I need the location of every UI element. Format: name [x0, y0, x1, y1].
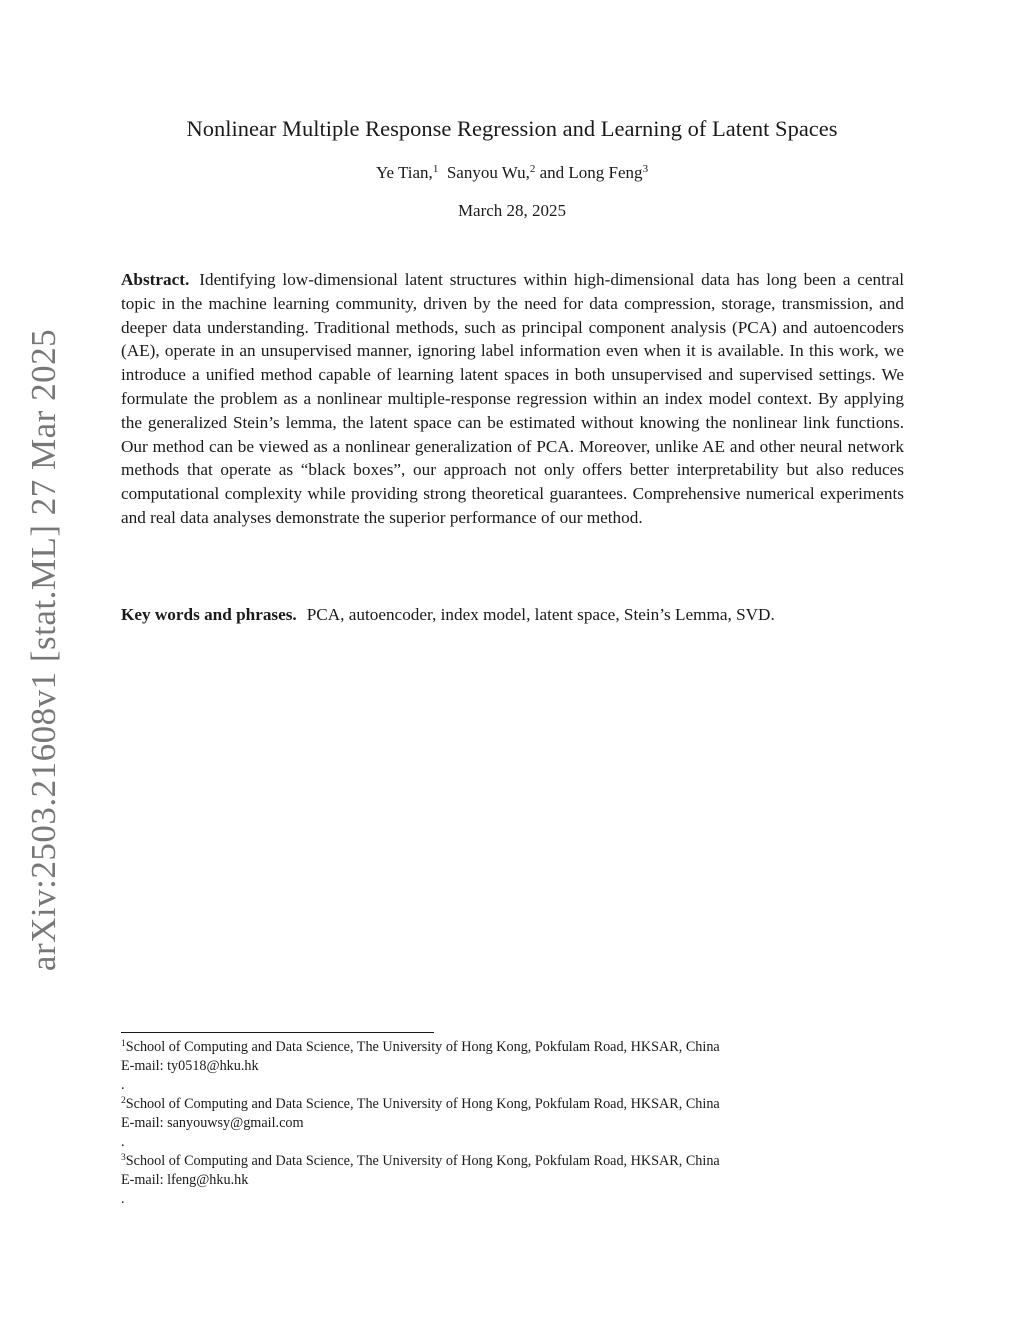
author-affiliation-mark: 1: [432, 163, 439, 175]
footnote-mark: 1: [121, 1039, 126, 1049]
footnote: [121, 1152, 881, 1209]
paper-date: March 28, 2025: [457, 201, 567, 220]
keywords-label: Key words and phrases.: [121, 605, 297, 624]
author-name: Sanyou Wu,: [446, 163, 530, 182]
footnote-dot: .: [121, 1191, 125, 1207]
abstract: [121, 268, 904, 530]
keywords-text: PCA, autoencoder, index model, latent space, Stein’s Lemma, SVD.: [306, 605, 775, 624]
abstract-text: Identifying low-dimensional latent structures within high-dimensional data has long been a central topic in the machine learning community, driven by the need for data compression, storage, transmission, and deeper data understanding. Traditional methods, such as principal component analysis (PCA) and autoencoders (AE), operate in an unsupervised manner, ignoring label information even when it is available. In this work, we introduce a unified method capable of learning latent spaces in both unsupervised and supervised settings. We formulate the problem as a nonlinear multiple-response regression within an index model context. By applying the generalized Stein’s lemma, the latent space can be estimated without knowing the nonlinear link functions. Our method can be viewed as a nonlinear generalization of PCA. Moreover, unlike AE and other neural network methods that operate as “black boxes”, our approach not only offers better interpretability but also reduces computational complexity while providing strong theoretical guarantees. Comprehensive numerical experiments and real data analyses demonstrate the superior performance of our method.: [121, 270, 904, 527]
footnote-affiliation: School of Computing and Data Science, The University of Hong Kong, Pokfulam Road, HKSAR, China: [125, 1153, 720, 1169]
footnote-mark: 2: [121, 1096, 126, 1106]
abstract-label: Abstract.: [121, 270, 190, 289]
footnote-affiliation: School of Computing and Data Science, The University of Hong Kong, Pokfulam Road, HKSAR, China: [125, 1039, 720, 1055]
author-list: [0, 163, 1024, 183]
footnote-email: E-mail: ty0518@hku.hk: [121, 1058, 259, 1074]
footnote-divider: [121, 1032, 434, 1033]
author-name: and Long Feng: [539, 163, 643, 182]
footnote-email: E-mail: sanyouwsy@gmail.com: [121, 1115, 304, 1131]
footnote-mark: 3: [121, 1153, 126, 1163]
footnote-affiliation: School of Computing and Data Science, The University of Hong Kong, Pokfulam Road, HKSAR, China: [125, 1096, 720, 1112]
author-affiliation-mark: 3: [642, 163, 649, 175]
footnote: [121, 1095, 881, 1152]
paper-title: Nonlinear Multiple Response Regression and Learning of Latent Spaces: [186, 116, 838, 141]
arxiv-identifier: arXiv:2503.21608v1 [stat.ML] 27 Mar 2025: [24, 328, 63, 972]
footnote-dot: .: [121, 1134, 125, 1150]
keywords: [121, 603, 904, 627]
author-affiliation-mark: 2: [529, 163, 536, 175]
footnote-dot: .: [121, 1077, 125, 1093]
author-name: Ye Tian,: [375, 163, 433, 182]
footnotes: [121, 1038, 881, 1209]
footnote: [121, 1038, 881, 1095]
footnote-email: E-mail: lfeng@hku.hk: [121, 1172, 249, 1188]
